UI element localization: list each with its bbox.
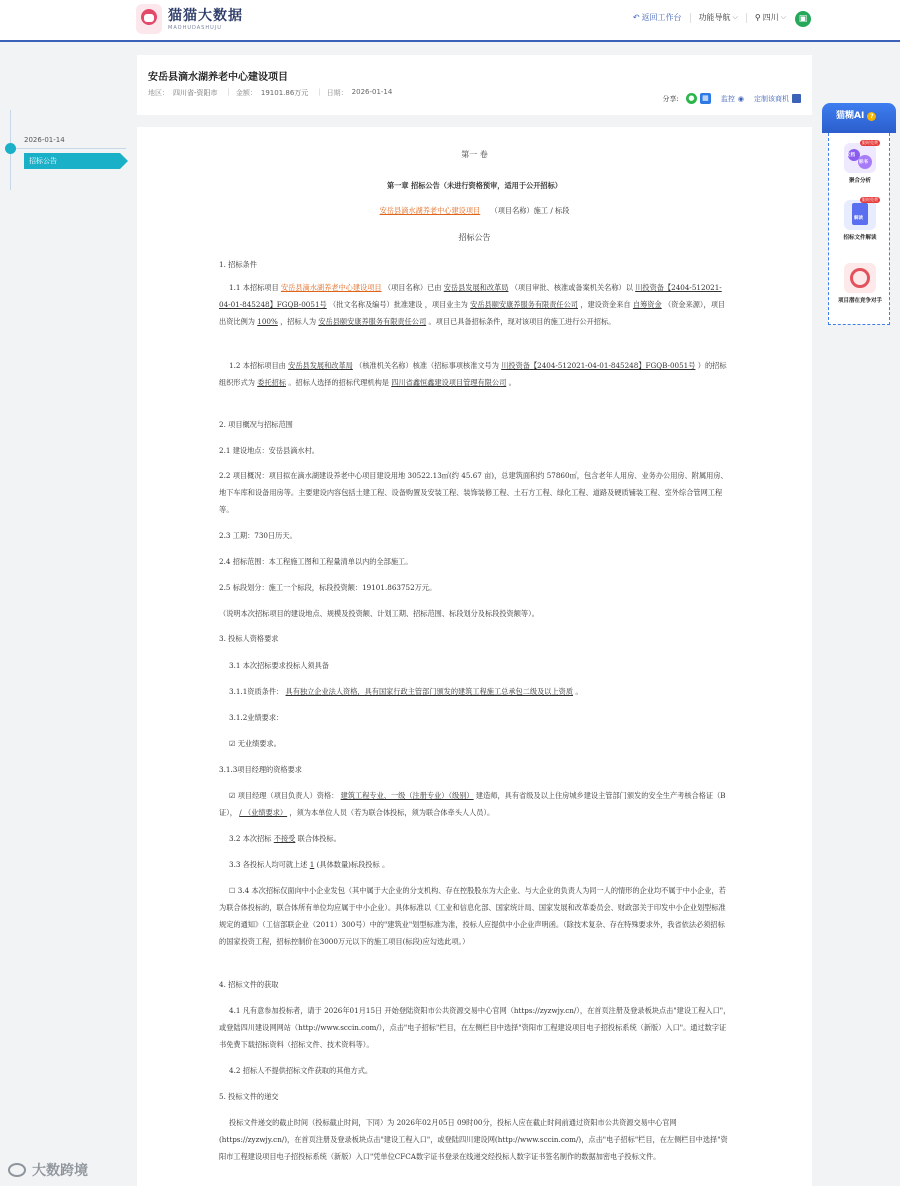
header-nav [625, 12, 812, 23]
tender-document [137, 127, 812, 1186]
folder-icon[interactable]: ▣ [795, 11, 811, 27]
paragraph-2-4: 2.4 招标范围：本工程施工图和工程量清单以内的全部施工。 [219, 557, 413, 566]
back-arrow-icon: ↶ [632, 13, 640, 22]
divider [690, 13, 691, 23]
ai-assistant-panel [822, 103, 900, 325]
paragraph-3-1-2-value: ☑ 无业绩要求。 [229, 739, 281, 748]
paragraph-3-2: 3.2 本次招标 不接受 联合体投标。 [229, 834, 341, 843]
paragraph-3-3: 3.3 各投标人均可就上述 1 (具体数量)标段投标 。 [229, 860, 390, 869]
section-heading: 3. 投标人资格要求 [219, 634, 279, 643]
logo-subtitle: MAOHUDASHUJU [168, 25, 222, 31]
timeline-dot [5, 143, 16, 154]
project-actions: 分享: ● ▦ 监控 ◉ 定制该商机 [663, 93, 801, 104]
function-nav-dropdown[interactable]: 功能导航 ⌵ [698, 13, 738, 22]
monitor-icon: ◉ [737, 94, 744, 103]
watermark-logo-icon [8, 1163, 26, 1177]
section-heading: 5. 投标文件的递交 [219, 1092, 279, 1101]
paragraph-2-5: 2.5 标段划分：施工一个标段，标段投资额：19101.863752万元。 [219, 583, 437, 592]
bookmark-icon [792, 94, 801, 103]
project-date: 2026-01-14 [351, 88, 393, 96]
project-summary-card [137, 55, 812, 115]
logo-icon [136, 4, 162, 34]
timeline-date: 2026-01-14 [24, 136, 65, 144]
ai-panel-header[interactable]: 猫糊AI ? [822, 103, 896, 133]
qrcode-share-icon[interactable]: ▦ [700, 93, 711, 104]
monitor-button[interactable]: 监控 ◉ [720, 94, 744, 103]
ai-tender-doc-interpret-button[interactable]: 限时免费 解读 招标文件解读 [843, 197, 878, 241]
top-header [0, 0, 900, 42]
help-icon[interactable]: ? [867, 112, 876, 121]
paragraph-2-1: 2.1 建设地点：安岳县滴水村。 [219, 446, 319, 455]
document-icon: 限时免费 解读 [844, 200, 876, 230]
chat-bubbles-icon: 限时免费 文档 标书 [844, 143, 876, 173]
location-pin-icon: ⚲ [754, 13, 761, 22]
target-icon [844, 263, 876, 293]
back-to-workbench-link[interactable]: ↶ 返回工作台 [632, 13, 682, 22]
paragraph-5-1: 投标文件递交的截止时间（投标截止时间，下同）为 2026年02月05日 09时00分，投标人应在截止时间前通过资阳市公共资源交易中心官网(https://zyzwjy.cn/)，在首页注册及登录板块点击"建设工程入口"，或登陆四川建设网(http://www.sccin.com/)，点击"电子招标"栏目，在左侧栏目中选择"资阳市工程建设项目电子招投标系统（新版）入口"凭单位CFCA数字证书登录在线递交经投标人数字证书签名制作的数据加密电子投标文件。 [219, 1118, 728, 1161]
timeline-connector [16, 148, 126, 149]
paragraph-1-1: 1.1 本招标项目 安岳县滴水湖养老中心建设项目 （项目名称）已由 安岳县发展和改革局 （项目审批、核准或备案机关名称）以 川投资备【2404-512021-04-01-845248】FGQB-0051号 （批文名称及编号）批准建设 ，项目业主为 安岳县颐安康养服务有限责任公司 ，建设资金来自 自筹资金 （资金来源），项目出资比例为 100% ，招标人为 安岳县颐安康养服务有限责任公司 。项目已具备招标条件，现对该项目的施工进行公开招标。 [219, 283, 726, 326]
paragraph-2-3: 2.3 工期：730日历天。 [219, 531, 297, 540]
paragraph-2-6: （说明本次招标项目的建设地点、规模及投资额、计划工期、招标范围、标段划分及标段投资额等）。 [219, 609, 539, 618]
section-heading: 4. 招标文件的获取 [219, 980, 279, 989]
section-heading: 1. 招标条件 [219, 260, 257, 269]
project-meta: 地区： 四川省-资阳市 | 金额： 19101.86万元 | 日期： 2026-01-14 [148, 88, 393, 97]
subscribe-button[interactable]: 定制该商机 [754, 94, 801, 104]
doc-notice-title: 招标公告 [458, 233, 491, 242]
chevron-down-icon: ⌵ [732, 13, 738, 21]
paragraph-3-4: ☐ 3.4 本次招标仅面向中小企业发包（其中属于大企业的分支机构、存在控股股东为大企业、与大企业的负责人为同一人的情形的企业均不属于中小企业，若为联合体投标的，联合体所有单位均应属于中小企业）。具体标准以《工业和信息化部、国家统计局、国家发展和改革委员会、财政部关于印发中小企业划型标准规定的通知》（工信部联企业（2011）300号）中的"建筑业"划型标准为准，投标人应提供中小企业声明函。（除技术复杂、存在特殊要求外，我省依法必须招标的国家投资工程，招标控制价在3000万元以下的施工项目(标段)应勾选此项。） [219, 886, 726, 946]
timeline-tag-tender-notice[interactable]: 招标公告 [24, 153, 120, 169]
doc-chapter: 第一章 招标公告（未进行资格预审，适用于公开招标） [386, 181, 562, 190]
section-heading: 2. 项目概况与招标范围 [219, 420, 293, 429]
paragraph-3-1: 3.1 本次招标要求投标人须具备 [229, 661, 329, 670]
paragraph-3-1-3: 3.1.3项目经理的资格要求 [219, 765, 302, 774]
project-amount: 19101.86万元 [260, 89, 309, 97]
ai-aggregate-analysis-button[interactable]: 限时免费 文档 标书 聚合分析 [846, 140, 878, 184]
paragraph-3-1-3-value: ☑ 项目经理（项目负责人）资格： 建筑工程专业、一级（注册专业）（级别） 建造师，具有省级及以上住房城乡建设主管部门颁发的安全生产考核合格证（B证）， / （业绩要求） ，须为本单位人员（若为联合体投标，须为联合体牵头人人员）。 [219, 791, 726, 817]
paragraph-3-1-1: 3.1.1资质条件： 具有独立企业法人资格，具有国家行政主管部门颁发的建筑工程施工总承包二级及以上资质 。 [229, 687, 583, 696]
project-region: 四川省-资阳市 [173, 89, 218, 97]
paragraph-4-2: 4.2 招标人不提供招标文件获取的其他方式。 [229, 1066, 373, 1075]
paragraph-3-1-2: 3.1.2业绩要求： [229, 713, 284, 722]
paragraph-2-2: 2.2 项目概况：项目拟在滴水湖建设养老中心项目建设用地 30522.13㎡(约 45.67 亩)，总建筑面积约 57860㎡，包含老年人用房、业务办公用房、附属用房、地下车库和设备用房等。主要建设内容包括土建工程、设备购置及安装工程、装饰装修工程、土石方工程、绿化工程、道路及硬质铺装工程、室外综合管网工程等。 [219, 471, 728, 514]
paragraph-4-1: 4.1 凡有意参加投标者，请于 2026年01月15日 开始登陆资阳市公共资源交易中心官网（https://zyzwjy.cn/），在首页注册及登录板块点击"建设工程入口"，或登陆四川建设网网站（http://www.sccin.com/），点击"电子招标"栏目，在左侧栏目中选择"资阳市工程建设项目电子招投标系统（新版）入口"。通过数字证书免费下载招标资料（招标文件、技术资料等）。 [219, 1006, 731, 1049]
region-selector[interactable]: ⚲ 四川 ⌵ [754, 13, 786, 22]
chevron-down-icon: ⌵ [780, 13, 786, 21]
ai-competitors-button[interactable]: 项目潜在竞争对手 [829, 263, 891, 304]
site-logo[interactable] [136, 4, 243, 34]
paragraph-1-2: 1.2 本招标项目由 安岳县发展和改革局 （核准机关名称）核准（招标事项核准文号为 川投资备【2404-512021-04-01-845248】FGQB-0051号 ）的招标组织形式为 委托招标 。招标人选择的招标代理机构是 四川省鑫恒鑫建设项目管理有限公司 。 [219, 361, 727, 387]
wechat-share-icon[interactable]: ● [686, 93, 697, 104]
watermark: 大数跨境 [8, 1160, 88, 1180]
project-title: 安岳县滴水湖养老中心建设项目 [148, 72, 288, 83]
logo-title: 猫猫大数据 [168, 8, 243, 24]
doc-volume: 第一 卷 [461, 150, 488, 159]
divider [746, 13, 747, 23]
doc-project-line: 安岳县滴水湖养老中心建设项目 （项目名称）施工 / 标段 [379, 206, 570, 215]
